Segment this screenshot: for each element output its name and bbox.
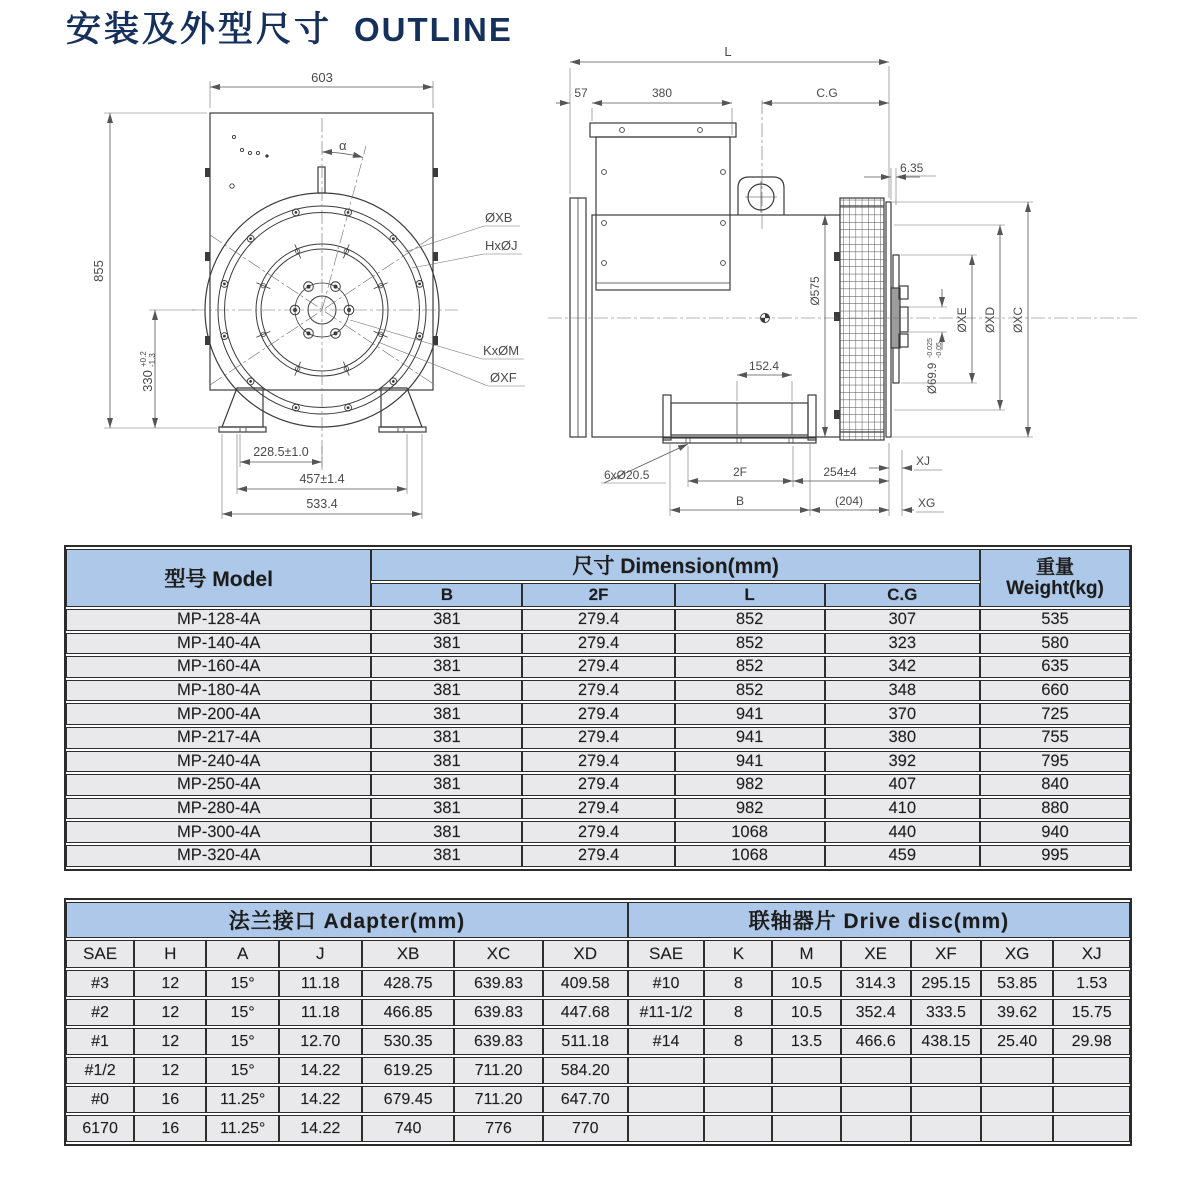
sae-cell: #1 [66,1028,134,1055]
h-cell: 12 [134,970,206,997]
xg-cell [981,1115,1053,1142]
table-row [66,798,1130,820]
sae2-cell: #14 [628,1028,705,1055]
xf-cell [911,1115,981,1142]
column-header: H [134,940,206,968]
front-view-dims [91,70,525,519]
dimension-table [64,545,1132,871]
m-cell: 10.5 [772,999,840,1026]
xb-cell: 740 [362,1115,455,1142]
sae2-cell: #11-1/2 [628,999,705,1026]
side-view [548,100,1140,443]
label-oxd: ØXD [983,306,997,334]
xe-cell [841,1115,911,1142]
xb-cell: 428.75 [362,970,455,997]
column-header: B [371,583,522,607]
dim-204: (204) [834,494,864,508]
a-cell: 11.25° [206,1086,278,1113]
l-cell: 852 [675,680,825,702]
sae-cell: 6170 [66,1115,134,1142]
table-row [66,751,1130,773]
cg-cell: 380 [825,727,980,749]
weight-cell: 995 [980,845,1130,867]
weight-cell: 840 [980,774,1130,796]
dim-603: 603 [311,70,333,85]
k-cell [704,1115,772,1142]
dim-254: 254±4 [823,465,857,479]
drive-disc-header: 联轴器片 Drive disc(mm) [628,902,1130,938]
terminal-stub [318,167,325,193]
l-cell: 941 [675,751,825,773]
table-row [66,774,1130,796]
column-header: XF [911,940,981,968]
l-cell: 1068 [675,845,825,867]
weight-header-en: Weight(kg) [1006,578,1104,599]
xd-cell: 770 [543,1115,628,1142]
model-cell: MP-240-4A [66,751,371,773]
center-mark [761,314,770,323]
adapter-header: 法兰接口 Adapter(mm) [66,902,628,938]
xj-cell: 29.98 [1053,1028,1130,1055]
dimension-table-body [66,609,1130,867]
dim-2f: 2F [732,465,748,479]
column-header: M [772,940,840,968]
2f-cell: 279.4 [522,727,674,749]
column-header: 2F [522,583,674,607]
l-cell: 941 [675,703,825,725]
fan-grille [834,198,884,440]
label-oxf: ØXF [490,370,517,385]
adapter-table-body [66,970,1130,1142]
dim-l: L [724,44,732,59]
adapter-column-row [66,940,1130,968]
table-row [66,727,1130,749]
xd-cell: 584.20 [543,1057,628,1084]
dimension-header: 尺寸 Dimension(mm) [371,549,980,581]
cg-cell: 440 [825,821,980,843]
2f-cell: 279.4 [522,609,674,631]
dim-228: 228.5±1.0 [253,445,309,459]
weight-cell: 580 [980,633,1130,655]
sae2-cell: #10 [628,970,705,997]
label-xj: XJ [916,454,931,468]
dim-575: Ø575 [808,276,822,306]
h-cell: 12 [134,1057,206,1084]
model-cell: MP-250-4A [66,774,371,796]
xg-cell [981,1086,1053,1113]
k-cell: 8 [704,970,772,997]
xc-cell: 639.83 [454,1028,542,1055]
cg-cell: 323 [825,633,980,655]
column-header: XD [543,940,628,968]
column-header: C.G [825,583,980,607]
table-row [66,680,1130,702]
dim-330-tol-up: +0.2 [139,351,148,367]
xd-cell: 409.58 [543,970,628,997]
model-cell: MP-217-4A [66,727,371,749]
a-cell: 15° [206,970,278,997]
frame-body [592,215,840,437]
sae-cell: #2 [66,999,134,1026]
h-cell: 12 [134,999,206,1026]
j-cell: 12.70 [279,1028,362,1055]
dim-457: 457±1.4 [299,472,345,486]
sae-cell: #1/2 [66,1057,134,1084]
weight-cell: 535 [980,609,1130,631]
dim-b: B [735,494,745,508]
table-row [66,1086,1130,1113]
m-cell [772,1086,840,1113]
model-cell: MP-160-4A [66,656,371,678]
front-view [192,113,458,470]
sae-cell: #3 [66,970,134,997]
b-cell: 381 [371,798,522,820]
cg-cell: 410 [825,798,980,820]
column-header: A [206,940,278,968]
xe-cell: 314.3 [841,970,911,997]
table-row [66,999,1130,1026]
l-cell: 852 [675,633,825,655]
j-cell: 11.18 [279,999,362,1026]
label-oxe: ØXE [955,307,969,333]
2f-cell: 279.4 [522,751,674,773]
xc-cell: 639.83 [454,970,542,997]
m-cell: 13.5 [772,1028,840,1055]
k-cell: 8 [704,1028,772,1055]
adapter-drive-table [64,898,1132,1146]
2f-cell: 279.4 [522,633,674,655]
label-hxoj: HxØJ [485,238,518,253]
label-xg: XG [918,496,936,510]
h-cell: 12 [134,1028,206,1055]
xg-cell: 53.85 [981,970,1053,997]
terminal-box [590,123,736,290]
page-title-zh: 安装及外型尺寸 [66,10,333,49]
weight-cell: 880 [980,798,1130,820]
k-cell [704,1086,772,1113]
b-cell: 381 [371,774,522,796]
dim-holes: 6xØ20.5 [604,468,650,482]
dim-330-tol-dn: -1.3 [148,353,157,367]
xf-cell [911,1086,981,1113]
xg-cell: 39.62 [981,999,1053,1026]
h-cell: 16 [134,1086,206,1113]
dim-57: 57 [574,86,588,100]
page-title-en: OUTLINE [354,11,513,48]
weight-cell: 635 [980,656,1130,678]
xj-cell [1053,1115,1130,1142]
dim-533: 533.4 [306,497,338,511]
b-cell: 381 [371,703,522,725]
m-cell: 10.5 [772,970,840,997]
xc-cell: 776 [454,1115,542,1142]
h-cell: 16 [134,1115,206,1142]
xe-cell [841,1057,911,1084]
mounting-feet [219,388,426,432]
dim-shaft-tol-dn: -0.05 [936,342,943,358]
xj-cell: 15.75 [1053,999,1130,1026]
table-row [66,1115,1130,1142]
xc-cell: 711.20 [454,1086,542,1113]
weight-header-zh: 重量 [1035,556,1074,578]
j-cell: 14.22 [279,1115,362,1142]
l-cell: 941 [675,727,825,749]
cg-cell: 392 [825,751,980,773]
side-view-dims [556,44,1033,516]
cg-cell: 348 [825,680,980,702]
l-cell: 982 [675,798,825,820]
xj-cell [1053,1086,1130,1113]
model-cell: MP-200-4A [66,703,371,725]
table-row [66,970,1130,997]
b-cell: 381 [371,845,522,867]
xf-cell [911,1057,981,1084]
k-cell: 8 [704,999,772,1026]
weight-cell: 795 [980,751,1130,773]
b-cell: 381 [371,727,522,749]
table-row [66,1028,1130,1055]
xe-cell [841,1086,911,1113]
a-cell: 11.25° [206,1115,278,1142]
2f-cell: 279.4 [522,680,674,702]
weight-cell: 940 [980,821,1130,843]
a-cell: 15° [206,1028,278,1055]
table-row [66,656,1130,678]
weight-cell: 660 [980,680,1130,702]
table-row [66,633,1130,655]
l-cell: 1068 [675,821,825,843]
xc-cell: 639.83 [454,999,542,1026]
xd-cell: 647.70 [543,1086,628,1113]
cg-cell: 370 [825,703,980,725]
column-header: XE [841,940,911,968]
k-cell [704,1057,772,1084]
column-header: SAE [628,940,705,968]
table-row [66,821,1130,843]
a-cell: 15° [206,1057,278,1084]
model-cell: MP-300-4A [66,821,371,843]
b-cell: 381 [371,633,522,655]
model-cell: MP-128-4A [66,609,371,631]
j-cell: 11.18 [279,970,362,997]
column-header: K [704,940,772,968]
xj-cell: 1.53 [1053,970,1130,997]
model-cell: MP-320-4A [66,845,371,867]
xj-cell [1053,1057,1130,1084]
xe-cell: 466.6 [841,1028,911,1055]
b-cell: 381 [371,609,522,631]
model-cell: MP-280-4A [66,798,371,820]
weight-cell: 755 [980,727,1130,749]
column-header: XC [454,940,542,968]
model-cell: MP-180-4A [66,680,371,702]
j-cell: 14.22 [279,1086,362,1113]
drive-disc-assembly [886,202,908,437]
sae-cell: #0 [66,1086,134,1113]
xb-cell: 530.35 [362,1028,455,1055]
table-row [66,845,1130,867]
column-header: XG [981,940,1053,968]
m-cell [772,1057,840,1084]
table-row [66,1057,1130,1084]
column-header: SAE [66,940,134,968]
lifting-eye [738,177,784,215]
2f-cell: 279.4 [522,774,674,796]
cg-cell: 342 [825,656,980,678]
b-cell: 381 [371,751,522,773]
xb-cell: 619.25 [362,1057,455,1084]
table-row [66,609,1130,631]
xb-cell: 679.45 [362,1086,455,1113]
vent-holes [230,135,268,188]
sae2-cell [628,1115,705,1142]
column-header: XB [362,940,455,968]
column-header: XJ [1053,940,1130,968]
b-cell: 381 [371,656,522,678]
shaft-stub [900,307,908,332]
xe-cell: 352.4 [841,999,911,1026]
label-oxc: ØXC [1011,306,1025,334]
xg-cell [981,1057,1053,1084]
j-cell: 14.22 [279,1057,362,1084]
weight-header [980,549,1130,607]
xd-cell: 447.68 [543,999,628,1026]
l-cell: 852 [675,656,825,678]
l-cell: 982 [675,774,825,796]
base-channel [663,395,816,443]
xf-cell: 333.5 [911,999,981,1026]
2f-cell: 279.4 [522,656,674,678]
model-cell: MP-140-4A [66,633,371,655]
dim-635: 6.35 [900,161,924,175]
b-cell: 381 [371,680,522,702]
2f-cell: 279.4 [522,703,674,725]
model-header: 型号 Model [66,549,371,607]
xf-cell: 295.15 [911,970,981,997]
dim-855: 855 [91,260,106,282]
xf-cell: 438.15 [911,1028,981,1055]
b-cell: 381 [371,821,522,843]
dim-cg: C.G [816,86,838,100]
sae2-cell [628,1057,705,1084]
2f-cell: 279.4 [522,845,674,867]
m-cell [772,1115,840,1142]
dim-1524: 152.4 [748,359,780,373]
dim-380: 380 [651,86,673,100]
xg-cell: 25.40 [981,1028,1053,1055]
xc-cell: 711.20 [454,1057,542,1084]
outline-drawing [0,0,1185,540]
xb-cell: 466.85 [362,999,455,1026]
angle-label: α [339,138,347,153]
weight-cell: 725 [980,703,1130,725]
dim-shaft-tol-up: -0.025 [927,338,934,358]
xd-cell: 511.18 [543,1028,628,1055]
sae2-cell [628,1086,705,1113]
label-kxom: KxØM [483,343,520,358]
l-cell: 852 [675,609,825,631]
cg-cell: 307 [825,609,980,631]
dim-330: 330 [140,370,155,392]
column-header: L [675,583,825,607]
table-row [66,703,1130,725]
dim-shaft: Ø69.9 [927,362,939,394]
cg-cell: 459 [825,845,980,867]
2f-cell: 279.4 [522,821,674,843]
2f-cell: 279.4 [522,798,674,820]
label-oxb: ØXB [485,210,513,225]
a-cell: 15° [206,999,278,1026]
cg-cell: 407 [825,774,980,796]
column-header: J [279,940,362,968]
